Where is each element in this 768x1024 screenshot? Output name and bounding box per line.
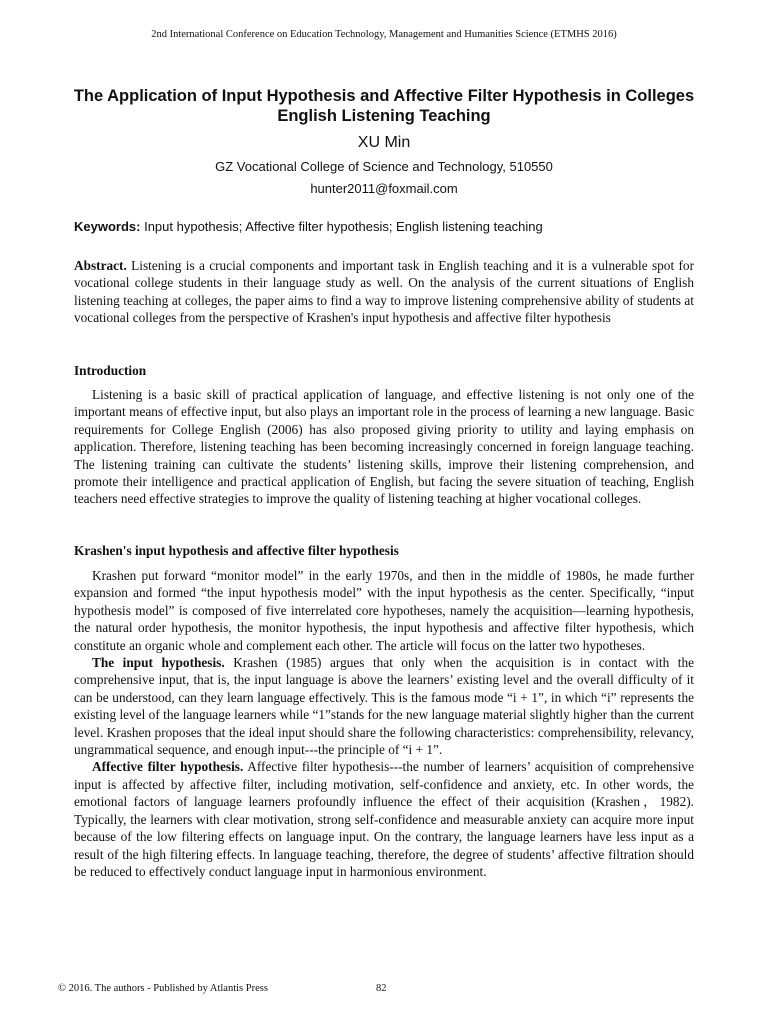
- author-email: hunter2011@foxmail.com: [310, 181, 458, 196]
- paper-title: The Application of Input Hypothesis and Affective Filter Hypothesis in Colleges English Listening Teaching: [73, 87, 695, 125]
- input-hypothesis-text: Krashen (1985) argues that only when the acquisition is in contact with the comprehensive input, that is, the input language is above the learners’ existing level and the overall difficulty of it can be understood, can they learn language effectively. This is the famous mode “i + 1”, in which “i” represents the existing level of the language learners while “1”stands for the new language material slightly higher than the current level. Krashen proposes that the ideal input should share the following characteristics: comprehensibility, relevancy, ungrammatical sequence, and enough input---the principle of “i + 1”.: [74, 655, 694, 758]
- paper-author: XU Min: [357, 134, 411, 151]
- footer-copyright: © 2016. The authors - Published by Atlantis Press: [58, 983, 268, 994]
- introduction-paragraph: Listening is a basic skill of practical application of language, and effective listening is not only one of the important means of effective input, but also plays an important role in the process of learning a new language. Basic requirements for College English (2006) has also proposed giving priority to utility and laying emphasis on application. Therefore, listening teaching has been becoming increasingly concerned in foreign language teaching. The listening training can cultivate the students’ listening skills, improve their listening comprehension, and promote their intelligence and practical application of English, but facing the severe situation of teaching, English teachers need effective strategies to improve the quality of listening teaching at higher vocational colleges.: [74, 387, 694, 507]
- conference-header: 2nd International Conference on Education Technology, Management and Humanities Science (ETMHS 2016): [151, 29, 617, 40]
- input-hypothesis-label: The input hypothesis.: [92, 655, 225, 671]
- abstract: [74, 257, 694, 327]
- affective-filter-text: Affective filter hypothesis---the number of learners’ acquisition of comprehensive input is affected by affective filter, including motivation, self-confidence and anxiety, etc. In other words, the emotional factors of language learners profoundly influence the effect of their acquisition (Krashen，1982). Typically, the learners with clear motivation, strong self-confidence and measurable anxiety can acquire more input because of the low filtering effects on language input. On the contrary, the language learners have less input as a result of the high filtering effects. In language teaching, therefore, the degree of students’ affective filtration should be reduced to effectively conduct language input in harmonious environment.: [74, 759, 694, 879]
- introduction-body: [74, 386, 694, 508]
- affective-filter-paragraph: [74, 758, 694, 880]
- affective-filter-label: Affective filter hypothesis.: [92, 759, 244, 775]
- page-number: 82: [376, 983, 387, 994]
- keywords: [74, 219, 694, 234]
- abstract-label: Abstract.: [74, 258, 127, 273]
- krashen-heading: Krashen's input hypothesis and affective filter hypothesis: [74, 543, 399, 558]
- keywords-label: Keywords:: [74, 219, 141, 234]
- krashen-paragraph-1: Krashen put forward “monitor model” in the early 1970s, and then in the middle of 1980s, he made further expansion and formed “the input hypothesis model” with the input hypothesis as the center. Specifically, “input hypothesis model” is composed of five interrelated core hypotheses, namely the acquisition—learning hypothesis, the natural order hypothesis, the monitor hypothesis, the input hypothesis and affective filter hypothesis, which constitute an organic whole and complement each other. The article will focus on the latter two hypotheses.: [74, 568, 694, 653]
- krashen-body: [74, 567, 694, 880]
- keywords-text: Input hypothesis; Affective filter hypothesis; English listening teaching: [144, 219, 543, 234]
- introduction-heading: Introduction: [74, 363, 147, 378]
- input-hypothesis-paragraph: [74, 654, 694, 758]
- author-affiliation: GZ Vocational College of Science and Technology, 510550: [215, 159, 553, 174]
- abstract-text: Listening is a crucial components and important task in English teaching and it is a vulnerable spot for vocational college students in their language study as well. On the analysis of the current situations of English listening teaching at colleges, the paper aims to find a way to improve listening comprehensive ability of students at vocational colleges from the perspective of Krashen's input hypothesis and affective filter hypothesis: [74, 258, 694, 326]
